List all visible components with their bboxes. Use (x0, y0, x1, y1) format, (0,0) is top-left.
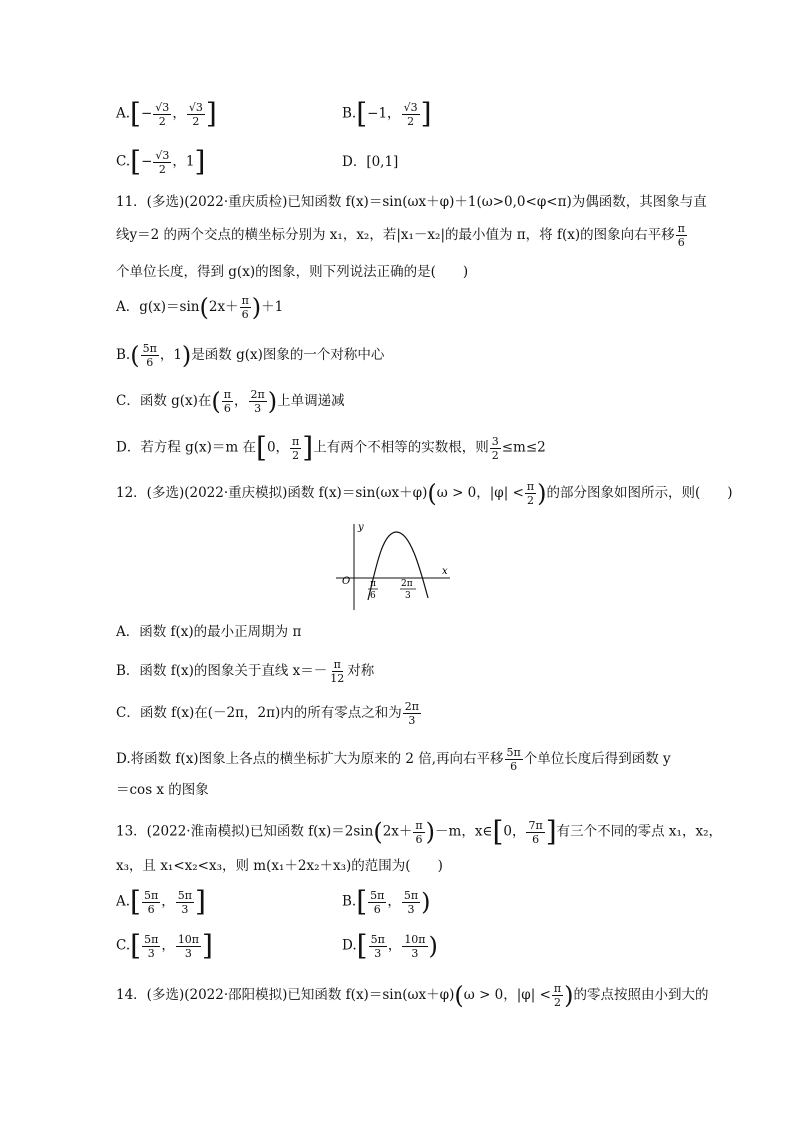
q12-option-a: A．函数 f(x)的最小正周期为 π (116, 624, 302, 640)
q11-stem-line3: 个单位长度，得到 g(x)的图象，则下列说法正确的是( ) (116, 264, 469, 280)
origin-label: O (342, 576, 351, 587)
q10-option-c: C.[− $\frac{√3}{2}$ ，1] (116, 145, 206, 178)
q12-option-c: C．函数 f(x)在(－2π，2π)内的所有零点之和为 $\frac{2\pi}{3}$ (116, 700, 419, 727)
q12-option-d-line1: D.将函数 f(x)图象上各点的横坐标扩大为原来的 2 倍,再向右平移 $\frac{5\pi}{6}$ 个单位长度后得到函数 y (116, 746, 671, 773)
q11-option-c: C．函数 g(x)在( $\frac{\pi}{6}$ ， $\frac{2\pi}{3}$ )上单调递减 (116, 387, 345, 416)
q11-option-b: B.( $\frac{5\pi}{6}$ ，1)是函数 g(x)图象的一个对称中心 (116, 341, 385, 370)
sine-curve (368, 532, 428, 600)
q11-option-a: A．g(x)＝sin(2x＋ $\frac{\pi}{6}$ )＋1 (116, 293, 284, 322)
q12-sine-graph (330, 518, 460, 614)
q13-option-c: C.[ $\frac{5\pi}{3}$ ， $\frac{10\pi}{3}$ ] (116, 929, 213, 962)
q11-option-d: D．若方程 g(x)＝m 在[0， $\frac{\pi}{2}$ ]上有两个不相等的实数根，则 $\frac{3}{2}$ ≤m≤2 (116, 431, 546, 464)
q10-option-b: B.[−1， $\frac{√3}{2}$ ] (342, 97, 432, 130)
q12-option-d-line2: ＝cos x 的图象 (116, 782, 209, 798)
q14-stem: 14．(多选)(2022·邵阳模拟)已知函数 f(x)＝sin(ωx＋φ)(ω > 0，|φ| < $\frac{\pi}{2}$ )的零点按照由小到大的 (116, 981, 709, 1010)
q12-stem: 12．(多选)(2022·重庆模拟)函数 f(x)＝sin(ωx＋φ)(ω > 0，|φ| < $\frac{\pi}{2}$ )的部分图象如图所示，则( ) (116, 479, 733, 508)
tick-2pi3-num: 2π (401, 579, 413, 589)
q11-stem-line1: 11．(多选)(2022·重庆质检)已知函数 f(x)＝sin(ωx＋φ)＋1(ω>0,0<φ<π)为偶函数，其图象与直 (116, 194, 707, 210)
q12-option-b: B．函数 f(x)的图象关于直线 x＝－ $\frac{\pi}{12}$ 对称 (116, 658, 375, 685)
q10-option-a: A.[− $\frac{√3}{2}$ ， $\frac{√3}{2}$ ] (116, 97, 217, 130)
tick-2pi3-den: 3 (405, 591, 411, 601)
q10-option-d: D．[0,1] (342, 154, 399, 170)
tick-pi6-num: π (370, 579, 376, 589)
q11-stem-line2: 线y＝2 的两个交点的横坐标分别为 x₁，x₂，若|x₁－x₂|的最小值为 π，将 f(x)的图象向右平移 $\frac{\pi}{6}$ (116, 222, 685, 249)
q13-option-a: A.[ $\frac{5\pi}{6}$ ， $\frac{5\pi}{3}$ ] (116, 885, 206, 918)
y-axis-label: y (358, 522, 364, 533)
q13-option-d: D.[ $\frac{5\pi}{3}$ ， $\frac{10\pi}{3}$ ) (342, 929, 438, 962)
x-axis-label: x (442, 566, 448, 577)
q13-stem-line1: 13．(2022·淮南模拟)已知函数 f(x)＝2sin(2x＋ $\frac{\pi}{6}$ )－m，x∈[0， $\frac{7\pi}{6}$ ]有三个不同的零点 x₁，x₂， (116, 815, 722, 848)
tick-pi6-den: 6 (370, 591, 376, 601)
q13-stem-line2: x₃，且 x₁<x₂<x₃，则 m(x₁＋2x₂＋x₃)的范围为( ) (116, 858, 443, 874)
q13-option-b: B.[ $\frac{5\pi}{6}$ ， $\frac{5\pi}{3}$ ) (342, 885, 431, 918)
